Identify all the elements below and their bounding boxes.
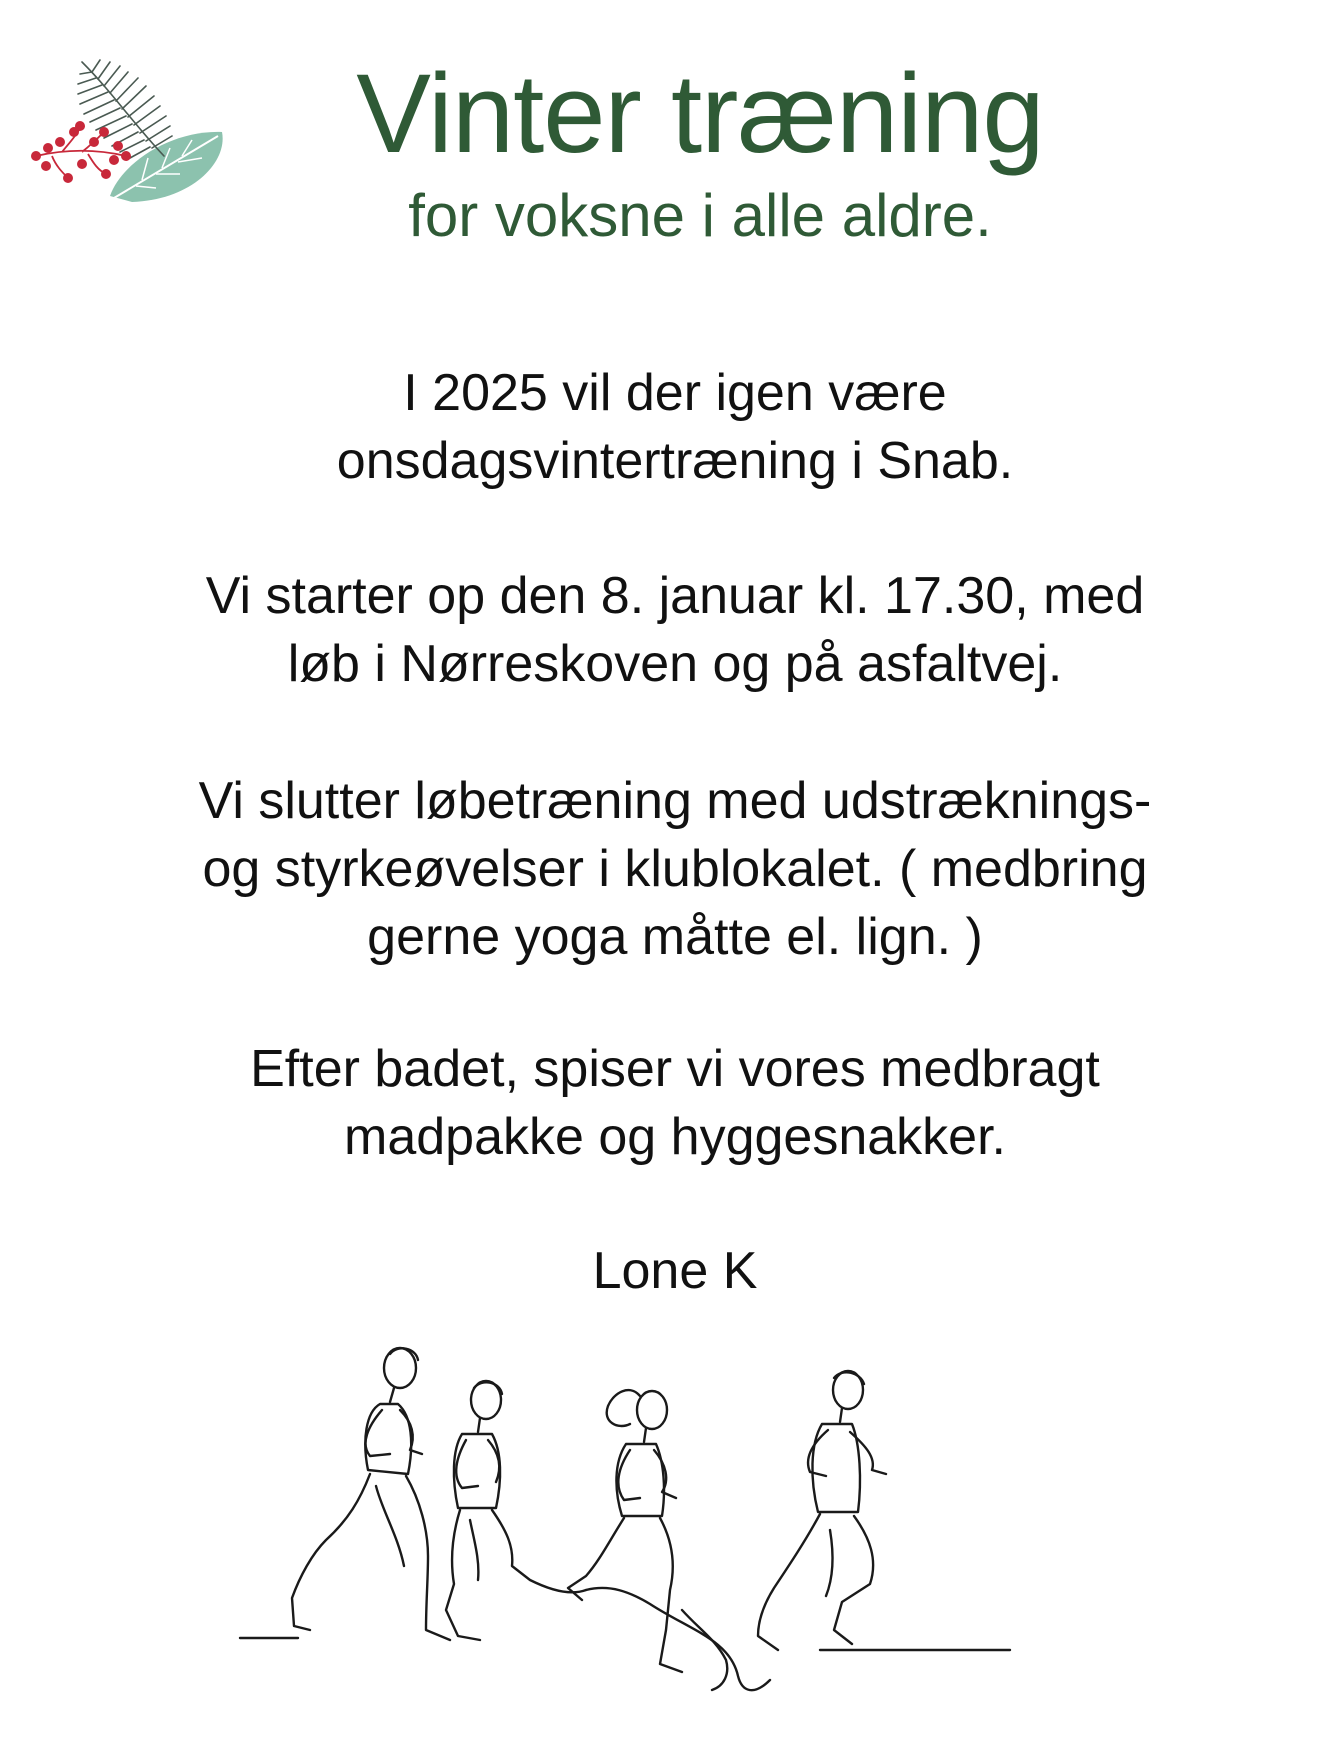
page-title: Vinter træning [356,51,1044,176]
paragraph-line: gerne yoga måtte el. lign. ) [367,908,983,966]
page-subtitle: for voksne i alle aldre. [408,182,992,249]
paragraph-line: Vi starter op den 8. januar kl. 17.30, med [205,567,1145,625]
runners-line-art-illustration [230,1340,1020,1720]
connecting-line [586,1588,770,1690]
paragraph-line: løb i Nørreskoven og på asfaltvej. [287,635,1063,693]
runner-1-figure [292,1348,450,1640]
runner-4-figure [758,1371,886,1650]
paragraph-line: og styrkeøvelser i klublokalet. ( medbring [202,840,1148,898]
paragraph-after-bath [60,1035,1290,1171]
paragraph-line: onsdagsvintertræning i Snab. [336,432,1014,490]
paragraph-start-date [60,562,1290,698]
winter-berry-pine-leaf-icon [22,52,272,232]
runner-3-figure [568,1390,727,1690]
paragraph-intro [60,359,1290,495]
paragraph-stretching [60,767,1290,971]
berries-icon [31,121,131,183]
paragraph-line: madpakke og hyggesnakker. [344,1108,1006,1166]
paragraph-line: I 2025 vil der igen være [403,364,947,422]
paragraph-line: Efter badet, spiser vi vores medbragt [250,1040,1100,1098]
runner-2-figure [446,1381,586,1640]
paragraph-line: Vi slutter løbetræning med udstræknings- [198,772,1152,830]
leaf-icon [110,132,223,202]
signature: Lone K [592,1242,758,1300]
